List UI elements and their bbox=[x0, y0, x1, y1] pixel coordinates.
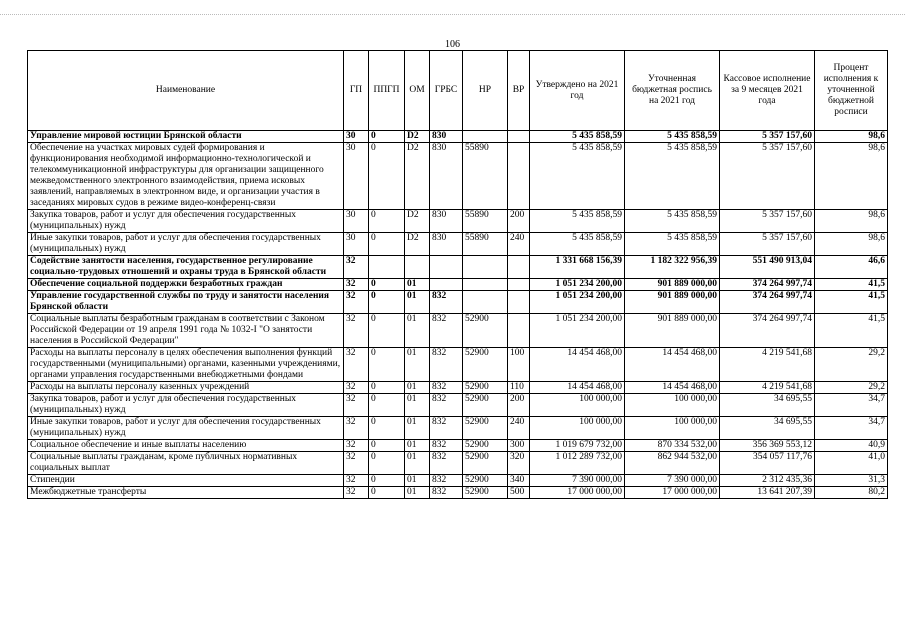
cell-cash: 374 264 997,74 bbox=[720, 291, 815, 314]
cell-vr bbox=[508, 256, 530, 279]
header-gp: ГП bbox=[344, 51, 369, 131]
header-cash: Кассовое исполнение за 9 месяцев 2021 года bbox=[720, 51, 815, 131]
cell-om: D2 bbox=[405, 131, 430, 143]
cell-specified: 901 889 000,00 bbox=[625, 314, 720, 348]
cell-grbs bbox=[430, 279, 463, 291]
cell-specified: 14 454 468,00 bbox=[625, 348, 720, 382]
cell-percent: 29,2 bbox=[815, 382, 888, 394]
header-om: ОМ bbox=[405, 51, 430, 131]
cell-cash: 5 357 157,60 bbox=[720, 131, 815, 143]
cell-gp: 32 bbox=[344, 452, 369, 475]
table-row bbox=[28, 143, 888, 210]
header-ppgp: ППГП bbox=[369, 51, 405, 131]
cell-grbs: 832 bbox=[430, 475, 463, 487]
cell-specified: 100 000,00 bbox=[625, 394, 720, 417]
cell-percent: 41,0 bbox=[815, 452, 888, 475]
cell-specified: 17 000 000,00 bbox=[625, 487, 720, 499]
cell-ppgp: 0 bbox=[369, 233, 405, 256]
cell-vr bbox=[508, 131, 530, 143]
cell-cash: 34 695,55 bbox=[720, 394, 815, 417]
cell-vr bbox=[508, 291, 530, 314]
cell-gp: 32 bbox=[344, 417, 369, 440]
cell-ppgp: 0 bbox=[369, 382, 405, 394]
table-row bbox=[28, 394, 888, 417]
cell-ppgp: 0 bbox=[369, 279, 405, 291]
cell-vr: 320 bbox=[508, 452, 530, 475]
cell-om: 01 bbox=[405, 394, 430, 417]
cell-name: Расходы на выплаты персоналу в целях обеспечения выполнения функций государственными (муниципальными) органами, казенными учреждениями, органами управления государственными внебюджетными фондами bbox=[28, 348, 344, 382]
cell-gp: 32 bbox=[344, 291, 369, 314]
cell-name: Содействие занятости населения, государственное регулирование социально-трудовых отношений и охраны труда в Брянской области bbox=[28, 256, 344, 279]
cell-approved: 7 390 000,00 bbox=[530, 475, 625, 487]
cell-np: 55890 bbox=[463, 233, 508, 256]
cell-cash: 4 219 541,68 bbox=[720, 348, 815, 382]
cell-specified: 862 944 532,00 bbox=[625, 452, 720, 475]
cell-np: 52900 bbox=[463, 452, 508, 475]
cell-specified: 5 435 858,59 bbox=[625, 143, 720, 210]
table-row bbox=[28, 233, 888, 256]
cell-approved: 5 435 858,59 bbox=[530, 131, 625, 143]
cell-grbs: 832 bbox=[430, 417, 463, 440]
cell-ppgp: 0 bbox=[369, 143, 405, 210]
cell-ppgp: 0 bbox=[369, 314, 405, 348]
cell-grbs: 830 bbox=[430, 210, 463, 233]
cell-vr: 240 bbox=[508, 233, 530, 256]
cell-om: 01 bbox=[405, 475, 430, 487]
cell-vr bbox=[508, 314, 530, 348]
cell-cash: 374 264 997,74 bbox=[720, 314, 815, 348]
table-row bbox=[28, 291, 888, 314]
cell-percent: 98,6 bbox=[815, 143, 888, 210]
cell-name: Социальные выплаты безработным гражданам в соответствии с Законом Российской Федерации от 19 апреля 1991 года № 1032-I "О занятости населения в Российской Федерации" bbox=[28, 314, 344, 348]
cell-name: Стипендии bbox=[28, 475, 344, 487]
cell-grbs: 832 bbox=[430, 314, 463, 348]
cell-np: 52900 bbox=[463, 314, 508, 348]
cell-grbs: 832 bbox=[430, 452, 463, 475]
cell-approved: 14 454 468,00 bbox=[530, 382, 625, 394]
cell-percent: 31,3 bbox=[815, 475, 888, 487]
cell-grbs: 832 bbox=[430, 382, 463, 394]
cell-approved: 100 000,00 bbox=[530, 394, 625, 417]
cell-np: 52900 bbox=[463, 440, 508, 452]
cell-gp: 32 bbox=[344, 279, 369, 291]
cell-vr: 100 bbox=[508, 348, 530, 382]
cell-percent: 80,2 bbox=[815, 487, 888, 499]
table-row bbox=[28, 475, 888, 487]
table-row bbox=[28, 487, 888, 499]
cell-specified: 870 334 532,00 bbox=[625, 440, 720, 452]
table-row bbox=[28, 440, 888, 452]
cell-name: Закупка товаров, работ и услуг для обеспечения государственных (муниципальных) нужд bbox=[28, 394, 344, 417]
cell-specified: 7 390 000,00 bbox=[625, 475, 720, 487]
cell-name: Социальные выплаты гражданам, кроме публичных нормативных социальных выплат bbox=[28, 452, 344, 475]
cell-ppgp bbox=[369, 256, 405, 279]
cell-approved: 5 435 858,59 bbox=[530, 143, 625, 210]
cell-grbs: 830 bbox=[430, 143, 463, 210]
cell-grbs: 832 bbox=[430, 487, 463, 499]
cell-percent: 46,6 bbox=[815, 256, 888, 279]
cell-vr: 500 bbox=[508, 487, 530, 499]
cell-percent: 41,5 bbox=[815, 314, 888, 348]
cell-np: 52900 bbox=[463, 475, 508, 487]
cell-om: D2 bbox=[405, 210, 430, 233]
page-number: 106 bbox=[445, 39, 460, 50]
cell-ppgp: 0 bbox=[369, 210, 405, 233]
cell-approved: 1 051 234 200,00 bbox=[530, 279, 625, 291]
cell-vr: 200 bbox=[508, 210, 530, 233]
cell-vr: 240 bbox=[508, 417, 530, 440]
cell-specified: 5 435 858,59 bbox=[625, 233, 720, 256]
cell-ppgp: 0 bbox=[369, 131, 405, 143]
cell-om: D2 bbox=[405, 233, 430, 256]
table-row bbox=[28, 452, 888, 475]
cell-om: 01 bbox=[405, 291, 430, 314]
cell-ppgp: 0 bbox=[369, 348, 405, 382]
cell-approved: 1 012 289 732,00 bbox=[530, 452, 625, 475]
cell-specified: 5 435 858,59 bbox=[625, 131, 720, 143]
table-row bbox=[28, 256, 888, 279]
cell-approved: 1 051 234 200,00 bbox=[530, 291, 625, 314]
cell-ppgp: 0 bbox=[369, 487, 405, 499]
header-np: НР bbox=[463, 51, 508, 131]
cell-approved: 100 000,00 bbox=[530, 417, 625, 440]
cell-gp: 32 bbox=[344, 487, 369, 499]
cell-name: Обеспечение социальной поддержки безработных граждан bbox=[28, 279, 344, 291]
cell-approved: 1 019 679 732,00 bbox=[530, 440, 625, 452]
cell-np bbox=[463, 256, 508, 279]
cell-specified: 901 889 000,00 bbox=[625, 291, 720, 314]
cell-cash: 4 219 541,68 bbox=[720, 382, 815, 394]
header-vr: ВР bbox=[508, 51, 530, 131]
cell-name: Иные закупки товаров, работ и услуг для обеспечения государственных (муниципальных) нужд bbox=[28, 417, 344, 440]
table-row bbox=[28, 279, 888, 291]
cell-grbs: 832 bbox=[430, 440, 463, 452]
cell-vr bbox=[508, 279, 530, 291]
cell-grbs: 832 bbox=[430, 348, 463, 382]
cell-om: 01 bbox=[405, 487, 430, 499]
cell-np bbox=[463, 279, 508, 291]
table-row bbox=[28, 382, 888, 394]
budget-table bbox=[27, 50, 888, 499]
cell-om bbox=[405, 256, 430, 279]
cell-np: 55890 bbox=[463, 210, 508, 233]
cell-ppgp: 0 bbox=[369, 394, 405, 417]
cell-np: 52900 bbox=[463, 348, 508, 382]
cell-grbs: 832 bbox=[430, 291, 463, 314]
cell-approved: 5 435 858,59 bbox=[530, 210, 625, 233]
cell-gp: 30 bbox=[344, 131, 369, 143]
cell-cash: 5 357 157,60 bbox=[720, 143, 815, 210]
cell-om: D2 bbox=[405, 143, 430, 210]
cell-approved: 14 454 468,00 bbox=[530, 348, 625, 382]
table-row bbox=[28, 131, 888, 143]
cell-np: 52900 bbox=[463, 382, 508, 394]
cell-approved: 5 435 858,59 bbox=[530, 233, 625, 256]
header-name: Наименование bbox=[28, 51, 344, 131]
cell-cash: 354 057 117,76 bbox=[720, 452, 815, 475]
cell-cash: 374 264 997,74 bbox=[720, 279, 815, 291]
cell-np: 52900 bbox=[463, 487, 508, 499]
cell-gp: 32 bbox=[344, 440, 369, 452]
cell-specified: 901 889 000,00 bbox=[625, 279, 720, 291]
cell-percent: 34,7 bbox=[815, 417, 888, 440]
cell-om: 01 bbox=[405, 452, 430, 475]
cell-cash: 13 641 207,39 bbox=[720, 487, 815, 499]
cell-cash: 5 357 157,60 bbox=[720, 210, 815, 233]
cell-name: Управление мировой юстиции Брянской области bbox=[28, 131, 344, 143]
cell-np bbox=[463, 291, 508, 314]
cell-ppgp: 0 bbox=[369, 440, 405, 452]
cell-np: 52900 bbox=[463, 394, 508, 417]
cell-gp: 32 bbox=[344, 475, 369, 487]
cell-specified: 100 000,00 bbox=[625, 417, 720, 440]
cell-om: 01 bbox=[405, 382, 430, 394]
cell-grbs: 830 bbox=[430, 131, 463, 143]
cell-name: Закупка товаров, работ и услуг для обеспечения государственных (муниципальных) нужд bbox=[28, 210, 344, 233]
cell-cash: 551 490 913,04 bbox=[720, 256, 815, 279]
cell-vr: 110 bbox=[508, 382, 530, 394]
cell-ppgp: 0 bbox=[369, 475, 405, 487]
cell-specified: 14 454 468,00 bbox=[625, 382, 720, 394]
header-grbs: ГРБС bbox=[430, 51, 463, 131]
cell-cash: 2 312 435,36 bbox=[720, 475, 815, 487]
cell-cash: 34 695,55 bbox=[720, 417, 815, 440]
cell-percent: 41,5 bbox=[815, 291, 888, 314]
cell-om: 01 bbox=[405, 348, 430, 382]
cell-ppgp: 0 bbox=[369, 291, 405, 314]
cell-om: 01 bbox=[405, 440, 430, 452]
cell-gp: 30 bbox=[344, 233, 369, 256]
scan-edge-dots bbox=[0, 14, 905, 17]
cell-approved: 1 331 668 156,39 bbox=[530, 256, 625, 279]
cell-percent: 40,9 bbox=[815, 440, 888, 452]
cell-gp: 32 bbox=[344, 382, 369, 394]
cell-gp: 32 bbox=[344, 256, 369, 279]
cell-om: 01 bbox=[405, 279, 430, 291]
table-header-row bbox=[28, 51, 888, 131]
cell-percent: 34,7 bbox=[815, 394, 888, 417]
cell-np: 52900 bbox=[463, 417, 508, 440]
cell-gp: 30 bbox=[344, 143, 369, 210]
cell-name: Обеспечение на участках мировых судей формирования и функционирования необходимой информационно-технологической и телекоммуникационной инфраструктуры для организации защищенного межведомственного электронного взаимодействия, приема исковых заявлений, направляемых в электронном виде, и организации участия в заседаниях мировых судов в режиме видео-конференц-связи bbox=[28, 143, 344, 210]
cell-name: Иные закупки товаров, работ и услуг для обеспечения государственных (муниципальных) нужд bbox=[28, 233, 344, 256]
table-row bbox=[28, 417, 888, 440]
cell-ppgp: 0 bbox=[369, 417, 405, 440]
header-approved: Утверждено на 2021 год bbox=[530, 51, 625, 131]
cell-vr: 340 bbox=[508, 475, 530, 487]
cell-cash: 356 369 553,12 bbox=[720, 440, 815, 452]
cell-vr: 200 bbox=[508, 394, 530, 417]
cell-approved: 1 051 234 200,00 bbox=[530, 314, 625, 348]
cell-percent: 98,6 bbox=[815, 233, 888, 256]
cell-percent: 98,6 bbox=[815, 210, 888, 233]
cell-gp: 32 bbox=[344, 348, 369, 382]
cell-name: Социальное обеспечение и иные выплаты населению bbox=[28, 440, 344, 452]
cell-np: 55890 bbox=[463, 143, 508, 210]
cell-name: Управление государственной службы по труду и занятости населения Брянской области bbox=[28, 291, 344, 314]
cell-approved: 17 000 000,00 bbox=[530, 487, 625, 499]
cell-grbs: 832 bbox=[430, 394, 463, 417]
cell-gp: 32 bbox=[344, 394, 369, 417]
cell-name: Межбюджетные трансферты bbox=[28, 487, 344, 499]
cell-om: 01 bbox=[405, 417, 430, 440]
cell-gp: 30 bbox=[344, 210, 369, 233]
table-row bbox=[28, 348, 888, 382]
cell-cash: 5 357 157,60 bbox=[720, 233, 815, 256]
cell-np bbox=[463, 131, 508, 143]
cell-ppgp: 0 bbox=[369, 452, 405, 475]
cell-om: 01 bbox=[405, 314, 430, 348]
cell-gp: 32 bbox=[344, 314, 369, 348]
cell-vr bbox=[508, 143, 530, 210]
cell-percent: 41,5 bbox=[815, 279, 888, 291]
table-row bbox=[28, 210, 888, 233]
cell-percent: 29,2 bbox=[815, 348, 888, 382]
header-percent: Процент исполнения к уточненной бюджетной росписи bbox=[815, 51, 888, 131]
header-specified: Уточненная бюджетная роспись на 2021 год bbox=[625, 51, 720, 131]
cell-name: Расходы на выплаты персоналу казенных учреждений bbox=[28, 382, 344, 394]
cell-specified: 5 435 858,59 bbox=[625, 210, 720, 233]
cell-grbs bbox=[430, 256, 463, 279]
cell-specified: 1 182 322 956,39 bbox=[625, 256, 720, 279]
cell-percent: 98,6 bbox=[815, 131, 888, 143]
table-row bbox=[28, 314, 888, 348]
cell-vr: 300 bbox=[508, 440, 530, 452]
cell-grbs: 830 bbox=[430, 233, 463, 256]
